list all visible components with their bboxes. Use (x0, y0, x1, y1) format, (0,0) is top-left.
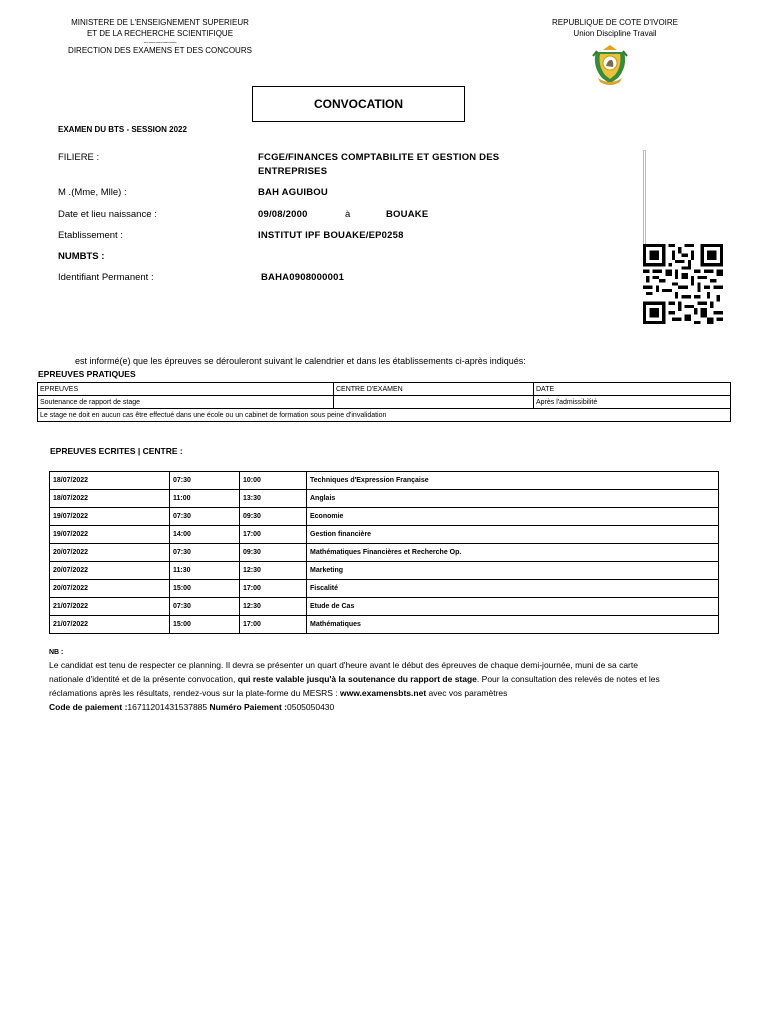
exam-start: 15:00 (170, 580, 240, 598)
exam-subject: Mathématiques Financières et Recherche Op. (307, 544, 719, 562)
permanent-id-label: Identifiant Permanent : (58, 272, 154, 283)
intro-text: est informé(e) que les épreuves se dérouleront suivant le calendrier et dans les établissements ci-après indiqués: (75, 356, 526, 366)
table-row (50, 562, 719, 580)
table-row (50, 598, 719, 616)
nb-text-3: avec vos paramètres (426, 688, 508, 698)
exam-end: 09:30 (240, 508, 307, 526)
document-title: CONVOCATION (252, 86, 465, 122)
exam-subject: Etude de Cas (307, 598, 719, 616)
exam-end: 10:00 (240, 472, 307, 490)
exam-end: 12:30 (240, 562, 307, 580)
exam-session: EXAMEN DU BTS - SESSION 2022 (58, 125, 187, 134)
exam-end: 09:30 (240, 544, 307, 562)
filiere-value-line-2: ENTREPRISES (258, 166, 328, 177)
table-row (50, 544, 719, 562)
table-row (38, 409, 731, 422)
exam-end: 12:30 (240, 598, 307, 616)
nb-validity: qui reste valable jusqu'à la soutenance du rapport de stage (237, 674, 477, 684)
exam-start: 11:30 (170, 562, 240, 580)
exam-date: 21/07/2022 (50, 598, 170, 616)
exam-subject: Marketing (307, 562, 719, 580)
table-row (50, 616, 719, 634)
payment-code: 16711201431537885 (127, 702, 208, 712)
exam-subject: Economie (307, 508, 719, 526)
ministry-line-2: ET DE LA RECHERCHE SCIENTIFIQUE (86, 29, 234, 38)
exam-date: 21/07/2022 (50, 616, 170, 634)
exam-date: 19/07/2022 (50, 526, 170, 544)
exam-end: 17:00 (240, 580, 307, 598)
practical-exams-title: EPREUVES PRATIQUES (38, 369, 136, 379)
birth-place: BOUAKE (386, 209, 429, 220)
exam-subject: Anglais (307, 490, 719, 508)
nb-text-1: Le candidat est tenu de respecter ce planning. Il devra se présenter un quart d'heure avant le début des épreuves de chaque demi-journée, muni de sa carte nationale d'identité et de la présente convocation, (49, 660, 638, 684)
payment-code-label: Code de paiement : (49, 702, 128, 712)
header-cell: DATE (534, 383, 731, 396)
candidate-name: BAH AGUIBOU (258, 187, 328, 198)
header-cell: CENTRE D'EXAMEN (334, 383, 534, 396)
practical-exams-table (37, 382, 731, 422)
exam-start: 15:00 (170, 616, 240, 634)
exam-start: 07:30 (170, 544, 240, 562)
birth-at: à (345, 209, 351, 220)
exam-end: 17:00 (240, 616, 307, 634)
written-exams-title: EPREUVES ECRITES | CENTRE : (50, 446, 183, 456)
exam-date: 19/07/2022 (50, 508, 170, 526)
table-header-row (38, 383, 731, 396)
header-cell: EPREUVES (38, 383, 334, 396)
table-cell (334, 396, 534, 409)
exam-date: 20/07/2022 (50, 544, 170, 562)
exam-subject: Fiscalité (307, 580, 719, 598)
direction-line: DIRECTION DES EXAMENS ET DES CONCOURS (68, 46, 252, 55)
payment-number-label: Numéro Paiement : (209, 702, 287, 712)
nb-text (49, 658, 669, 700)
table-row (50, 490, 719, 508)
vertical-rule (643, 150, 646, 245)
payment-line (49, 700, 669, 714)
exam-subject: Techniques d'Expression Française (307, 472, 719, 490)
birth-label: Date et lieu naissance : (58, 209, 157, 220)
table-row (38, 396, 731, 409)
permanent-id-value: BAHA0908000001 (261, 272, 345, 283)
exam-date: 18/07/2022 (50, 472, 170, 490)
exam-start: 11:00 (170, 490, 240, 508)
table-row (50, 580, 719, 598)
exam-start: 07:30 (170, 472, 240, 490)
school-label: Etablissement : (58, 230, 123, 241)
table-cell: Soutenance de rapport de stage (38, 396, 334, 409)
exam-start: 07:30 (170, 598, 240, 616)
payment-number: 0505050430 (286, 702, 335, 712)
qr-code-icon (642, 244, 724, 324)
name-label: M .(Mme, Mlle) : (58, 187, 127, 198)
nb-section (49, 648, 669, 714)
exam-subject: Gestion financière (307, 526, 719, 544)
school-value: INSTITUT IPF BOUAKE/EP0258 (258, 230, 404, 241)
header-separator: ............................ (143, 39, 177, 45)
filiere-label: FILIERE : (58, 152, 100, 163)
table-cell: Après l'admissibilité (534, 396, 731, 409)
republic-motto: Union Discipline Travail (573, 29, 657, 38)
exam-start: 14:00 (170, 526, 240, 544)
website-link[interactable]: www.examensbts.net (340, 688, 427, 698)
exam-end: 13:30 (240, 490, 307, 508)
table-row (50, 526, 719, 544)
written-exams-table (49, 471, 719, 634)
exam-start: 07:30 (170, 508, 240, 526)
nb-label: NB : (49, 649, 64, 656)
table-row (50, 472, 719, 490)
ministry-line-1: MINISTERE DE L'ENSEIGNEMENT SUPERIEUR (71, 18, 249, 27)
table-row (50, 508, 719, 526)
exam-date: 20/07/2022 (50, 562, 170, 580)
republic-name: REPUBLIQUE DE COTE D'IVOIRE (552, 18, 678, 27)
practical-note: Le stage ne doit en aucun cas être effectué dans une école ou un cabinet de formation sous peine d'invalidation (38, 409, 731, 422)
exam-end: 17:00 (240, 526, 307, 544)
birth-date: 09/08/2000 (258, 209, 308, 220)
numbts-label: NUMBTS : (58, 251, 105, 262)
nb-text-2: . Pour la consultation des relevés de notes et les réclamations après les résultats, rendez-vous sur la plate-forme du MESRS : (49, 674, 660, 698)
ministry-header (40, 17, 280, 56)
filiere-value-line-1: FCGE/FINANCES COMPTABILITE ET GESTION DES (258, 152, 500, 163)
republic-header (520, 17, 710, 39)
coat-of-arms-icon (590, 42, 630, 86)
exam-subject: Mathématiques (307, 616, 719, 634)
exam-date: 18/07/2022 (50, 490, 170, 508)
exam-date: 20/07/2022 (50, 580, 170, 598)
